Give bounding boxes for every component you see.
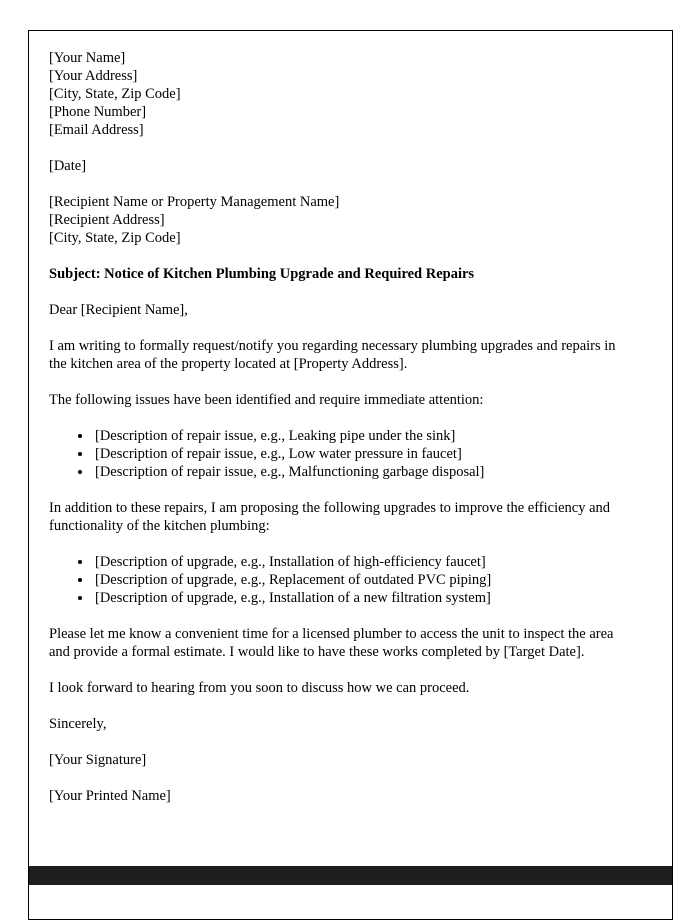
signoff-line: Sincerely,: [49, 716, 107, 732]
upgrade-item: • [Description of upgrade, e.g., Installation of high-efficiency faucet]: [93, 553, 626, 571]
closing-paragraph: I look forward to hearing from you soon to discuss how we can proceed.: [49, 680, 470, 696]
intro-paragraph: I am writing to formally request/notify you regarding necessary plumbing upgrades and repairs in the kitchen area of the property located at [Property Address].: [49, 338, 616, 372]
sender-name-line: [Your Name]: [49, 50, 126, 66]
sender-city-line: [City, State, Zip Code]: [49, 86, 181, 102]
upgrades-lead-paragraph: In addition to these repairs, I am proposing the following upgrades to improve the efficiency and functionality of the kitchen plumbing:: [49, 500, 611, 534]
recipient-address-line: [Recipient Address]: [49, 212, 165, 228]
repair-issues-list: [49, 427, 626, 481]
issues-lead-paragraph: The following issues have been identified and require immediate attention:: [49, 392, 484, 408]
subject-line: Subject: Notice of Kitchen Plumbing Upgrade and Required Repairs: [49, 266, 475, 282]
letter-page: [28, 30, 673, 920]
recipient-address-block: [49, 193, 626, 247]
upgrade-item: • [Description of upgrade, e.g., Installation of a new filtration system]: [93, 589, 626, 607]
page-bottom-bar: [29, 866, 672, 885]
repair-issue-item: • [Description of repair issue, e.g., Leaking pipe under the sink]: [93, 427, 626, 445]
letter-content: [29, 31, 672, 805]
sender-address-block: [49, 49, 626, 139]
sender-email-line: [Email Address]: [49, 122, 144, 138]
schedule-paragraph: Please let me know a convenient time for a licensed plumber to access the unit to inspect the area and provide a formal estimate. I would like to have these works completed by [Target Date].: [49, 626, 614, 660]
greeting-line: Dear [Recipient Name],: [49, 302, 188, 318]
repair-issue-item: • [Description of repair issue, e.g., Low water pressure in faucet]: [93, 445, 626, 463]
signature-line: [Your Signature]: [49, 752, 147, 768]
recipient-city-line: [City, State, Zip Code]: [49, 230, 181, 246]
recipient-name-line: [Recipient Name or Property Management Name]: [49, 194, 340, 210]
sender-phone-line: [Phone Number]: [49, 104, 147, 120]
sender-address-line: [Your Address]: [49, 68, 138, 84]
printed-name-line: [Your Printed Name]: [49, 788, 171, 804]
upgrade-item: • [Description of upgrade, e.g., Replacement of outdated PVC piping]: [93, 571, 626, 589]
upgrades-list: [49, 553, 626, 607]
repair-issue-item: • [Description of repair issue, e.g., Malfunctioning garbage disposal]: [93, 463, 626, 481]
date-line: [Date]: [49, 158, 87, 174]
